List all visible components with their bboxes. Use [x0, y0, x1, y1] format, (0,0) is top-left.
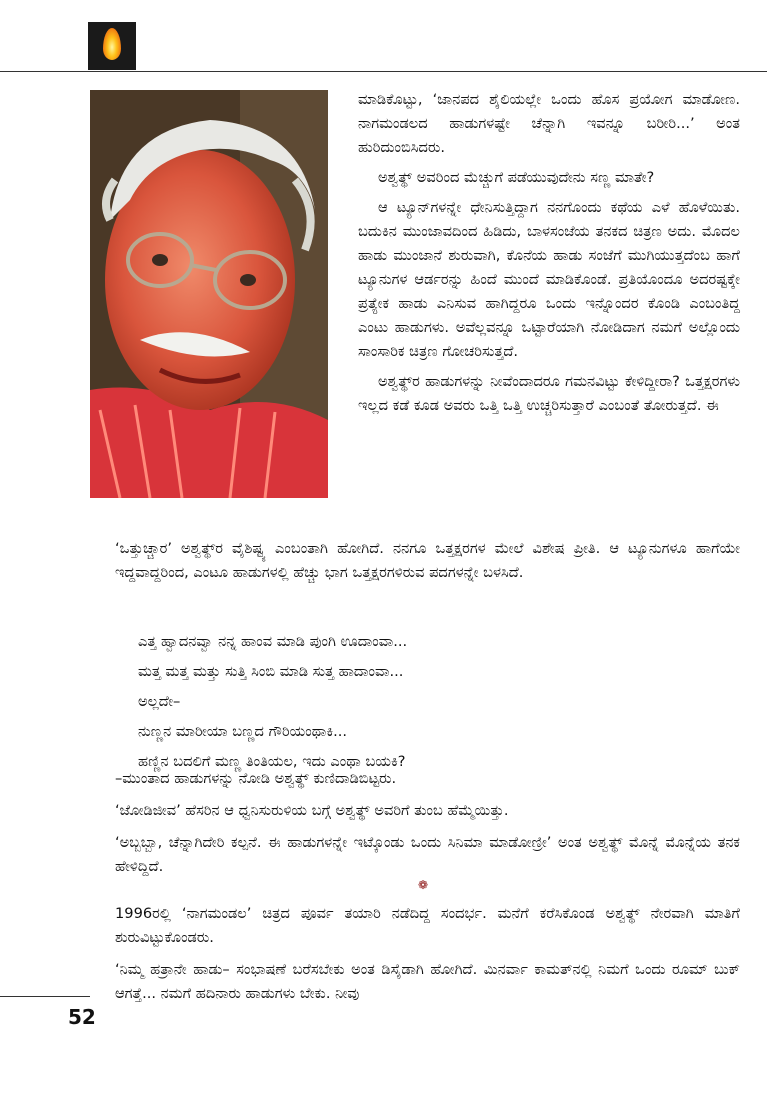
section-text: [115, 902, 740, 1006]
verse-line: ನುಣ್ಣನ ಮಾರೀಯಾ ಬಣ್ಣದ ಗೌರಿಯಂಥಾಕಿ...: [138, 723, 348, 740]
page-number: 52: [68, 1005, 96, 1029]
portrait-photo: [90, 90, 328, 498]
after-verse-text: [115, 767, 740, 879]
full-width-paragraph: [115, 537, 740, 585]
verse-line: ಮತ್ತ ಮತ್ತ ಮತ್ತು ಸುತ್ತಿ ಸಿಂಬಿ ಮಾಡಿ ಸುತ್ತ ಹಾದಾಂವಾ...: [138, 663, 404, 680]
flame-shape: [103, 28, 121, 60]
paragraph: –ಮುಂತಾದ ಹಾಡುಗಳನ್ನು ನೋಡಿ ಅಶ್ವತ್ಥ್ ಕುಣಿದಾಡಿಬಿಟ್ಟರು.: [115, 770, 397, 787]
verse-line: ಎತ್ತ ಹ್ವಾದನವ್ವಾ ನನ್ನ ಹಾಂವ ಮಾಡಿ ಪುಂಗಿ ಊದಾಂವಾ...: [138, 633, 408, 650]
header-divider: [0, 71, 767, 72]
paragraph: ಅಶ್ವತ್ಥ್‌ರ ಹಾಡುಗಳನ್ನು ನೀವೆಂದಾದರೂ ಗಮನವಿಟ್ಟು ಕೇಳಿದ್ದೀರಾ? ಒತ್ತಕ್ಷರಗಳು ಇಲ್ಲದ ಕಡೆ ಕೂಡ ಅವರು ಒತ್ತಿ ಒತ್ತಿ ಉಚ್ಚರಿಸುತ್ತಾರೆ ಎಂಬಂತೆ ತೋರುತ್ತದೆ. ಈ: [358, 373, 740, 414]
right-column-text: [358, 88, 740, 418]
paragraph: ‘ಒತ್ತುಚ್ಚಾರ’ ಅಶ್ವತ್ಥ್‌ರ ವೈಶಿಷ್ಟ್ಯ ಎಂಬಂತಾಗಿ ಹೋಗಿದೆ. ನನಗೂ ಒತ್ತಕ್ಷರಗಳ ಮೇಲೆ ವಿಶೇಷ ಪ್ರೀತಿ. ಆ ಟ್ಯೂನುಗಳೂ ಹಾಗೆಯೇ ಇದ್ದವಾದ್ದರಿಂದ, ಎಂಟೂ ಹಾಡುಗಳಲ್ಲಿ ಹೆಚ್ಚು ಭಾಗ ಒತ್ತಕ್ಷರಗಳಿರುವ ಪದಗಳನ್ನೇ ಬಳಸಿದೆ.: [115, 540, 740, 581]
verse-line: ಹಣ್ಣಿನ ಬದಲಿಗೆ ಮಣ್ಣ ತಿಂತಿಯಲ, ಇದು ಎಂಥಾ ಬಯಕಿ?: [138, 753, 406, 770]
verse-line: ಅಲ್ಲದೇ–: [138, 693, 181, 710]
lamp-flame-icon: [88, 22, 136, 70]
paragraph: ‘ನಿಮ್ಮ ಹತ್ರಾನೇ ಹಾಡು– ಸಂಭಾಷಣೆ ಬರೆಸಬೇಕು ಅಂತ ಡಿಸೈಡಾಗಿ ಹೋಗಿದೆ. ಮಿನರ್ವಾ ಕಾಮತ್‌ನಲ್ಲಿ ನಿಮಗೆ ಒಂದು ರೂಮ್ ಬುಕ್ ಆಗತ್ತೆ... ನಮಗೆ ಹದಿನಾರು ಹಾಡುಗಳು ಬೇಕು. ನೀವು: [115, 961, 740, 1002]
paragraph: ‘ಜೋಡಿಜೀವ’ ಹೆಸರಿನ ಆ ಧ್ವನಿಸುರುಳಿಯ ಬಗ್ಗೆ ಅಶ್ವತ್ಥ್ ಅವರಿಗೆ ತುಂಬ ಹೆಮ್ಮೆಯಿತ್ತು.: [115, 802, 509, 819]
verse-block: [138, 627, 738, 777]
paragraph: ಆ ಟ್ಯೂನ್‌ಗಳನ್ನೇ ಧೇನಿಸುತ್ತಿದ್ದಾಗ ನನಗೊಂದು ಕಥೆಯ ಎಳೆ ಹೊಳೆಯಿತು. ಬದುಕಿನ ಮುಂಜಾವದಿಂದ ಹಿಡಿದು, ಬಾಳಸಂಜೆಯ ತನಕದ ಚಿತ್ರಣ ಅದು. ಮೊದಲ ಹಾಡು ಮುಂಜಾನೆ ಶುರುವಾಗಿ, ಕೊನೆಯ ಹಾಡು ಸಂಜೆಗೆ ಮುಗಿಯುತ್ತದೆಂಬ ಹಾಗೆ ಟ್ಯೂನುಗಳ ಆರ್ಡರನ್ನು ಹಿಂದೆ ಮುಂದೆ ಮಾಡಿಕೊಂಡೆ. ಪ್ರತಿಯೊಂದೂ ಅದರಷ್ಟಕ್ಕೇ ಪ್ರತ್ಯೇಕ ಹಾಡು ಎನಿಸುವ ಹಾಗಿದ್ದರೂ ಒಂದು ಇನ್ನೊಂದರ ಕೊಂಡಿ ಎಂಬಂತಿದ್ದ ಎಂಟು ಹಾಡುಗಳು. ಅವೆಲ್ಲವನ್ನೂ ಒಟ್ಟಾರೆಯಾಗಿ ನೋಡಿದಾಗ ನಮಗೆ ಅಲ್ಲೊಂದು ಸಾಂಸಾರಿಕ ಚಿತ್ರಣ ಗೋಚರಿಸುತ್ತದೆ.: [358, 199, 740, 360]
portrait-illustration: [90, 90, 328, 498]
paragraph: ‘ಅಬ್ಬಬ್ಬಾ, ಚೆನ್ನಾಗಿದೇರಿ ಕಲ್ಪನೆ. ಈ ಹಾಡುಗಳನ್ನೇ ಇಟ್ಕೊಂಡು ಒಂದು ಸಿನಿಮಾ ಮಾಡೋಣ್ರೀ’ ಅಂತ ಅಶ್ವತ್ಥ್ ಮೊನ್ನೆ ಮೊನ್ನೆಯ ತನಕ ಹೇಳಿದ್ದಿದೆ.: [115, 834, 740, 875]
paragraph: 1996ರಲ್ಲಿ ‘ನಾಗಮಂಡಲ’ ಚಿತ್ರದ ಪೂರ್ವ ತಯಾರಿ ನಡೆದಿದ್ದ ಸಂದರ್ಭ. ಮನೆಗೆ ಕರೆಸಿಕೊಂಡ ಅಶ್ವತ್ಥ್ ನೇರವಾಗಿ ಮಾತಿಗೆ ಶುರುವಿಟ್ಟುಕೊಂಡರು.: [115, 905, 740, 946]
floral-ornament-icon: ❁: [417, 878, 429, 892]
footer-divider: [0, 996, 90, 997]
paragraph: ಮಾಡಿಕೊಟ್ಟು, ‘ಜಾನಪದ ಶೈಲಿಯಲ್ಲೇ ಒಂದು ಹೊಸ ಪ್ರಯೋಗ ಮಾಡೋಣ. ನಾಗಮಂಡಲದ ಹಾಡುಗಳಷ್ಟೇ ಚೆನ್ನಾಗಿ ಇವನ್ನೂ ಬರೀರಿ...’ ಅಂತ ಹುರಿದುಂಬಿಸಿದರು.: [358, 91, 740, 156]
paragraph: ಅಶ್ವತ್ಥ್ ಅವರಿಂದ ಮೆಚ್ಚುಗೆ ಪಡೆಯುವುದೇನು ಸಣ್ಣ ಮಾತೇ?: [378, 169, 655, 186]
